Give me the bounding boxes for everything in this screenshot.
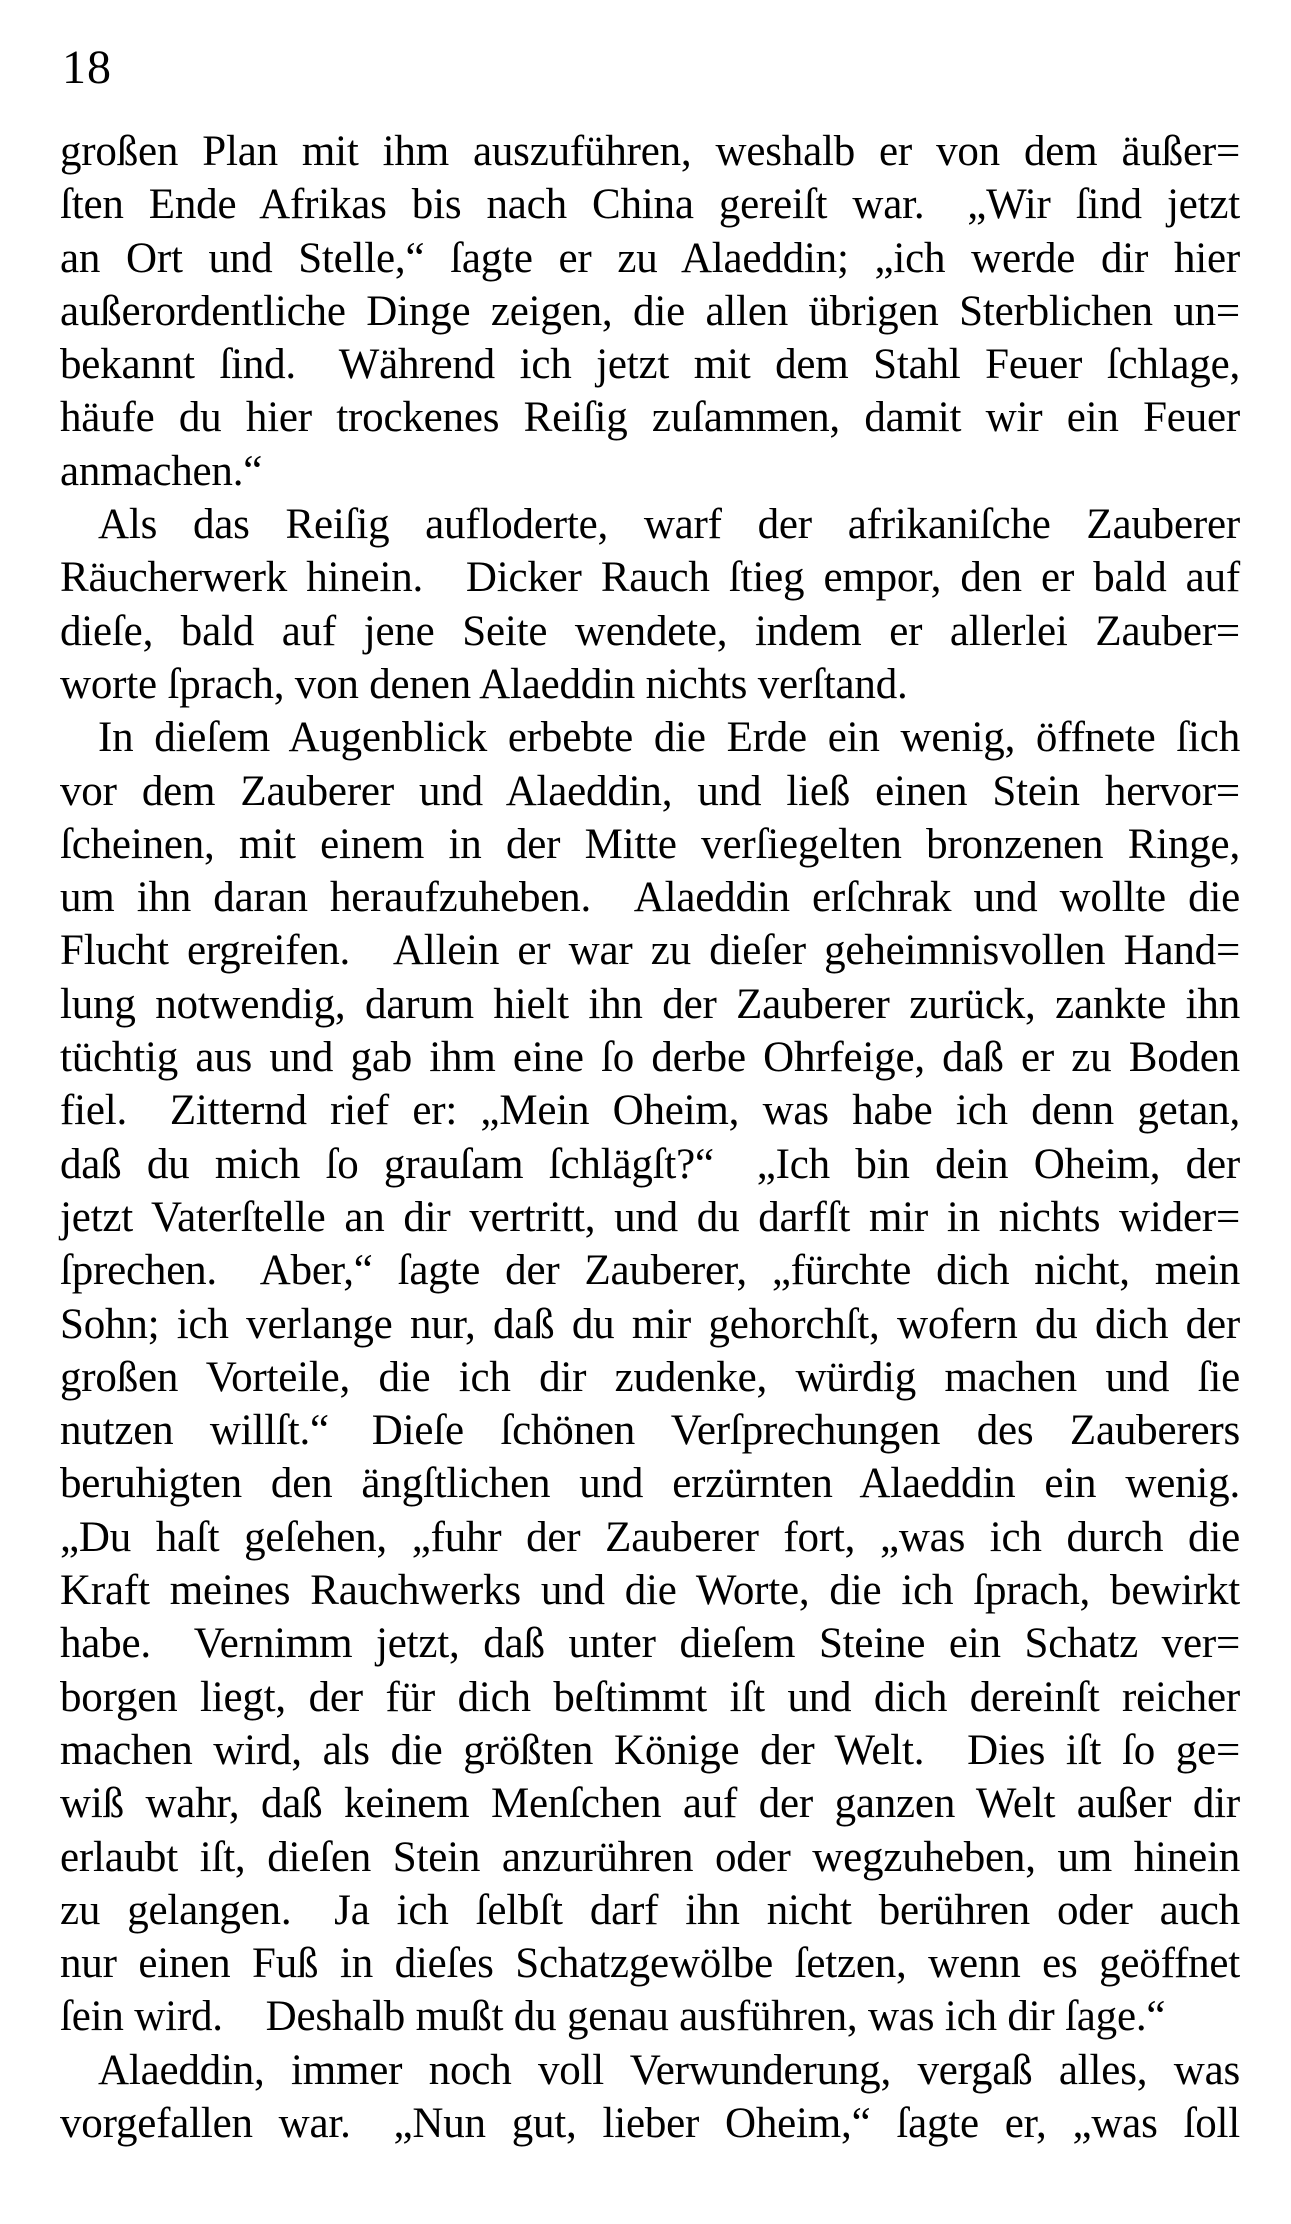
text-line: In dieſem Augenblick erbebte die Erde ein wenig, öffnete ſich [98, 714, 1240, 762]
text-line: jetzt Vaterſtelle an dir vertritt, und du darfſt mir in nichts wider= [60, 1193, 1240, 1241]
text-line: ſein wird. Deshalb mußt du genau ausführen, was ich dir ſage.“ [60, 1993, 1166, 2041]
text-line: außerordentliche Dinge zeigen, die allen übrigen Sterblichen un= [60, 287, 1240, 335]
text-line: vor dem Zauberer und Alaeddin, und ließ einen Stein hervor= [60, 767, 1240, 815]
text-line: Räucherwerk hinein. Dicker Rauch ſtieg empor, den er bald auf [60, 554, 1240, 602]
text-line: beruhigten den ängſtlichen und erzürnten Alaeddin ein wenig. [60, 1460, 1240, 1508]
text-line: bekannt ſind. Während ich jetzt mit dem Stahl Feuer ſchlage, [60, 341, 1240, 389]
text-line: wiß wahr, daß keinem Menſchen auf der ganzen Welt außer dir [60, 1780, 1240, 1828]
text-line: Kraft meines Rauchwerks und die Worte, die ich ſprach, bewirkt [60, 1567, 1240, 1615]
page-number: 18 [62, 41, 112, 94]
text-line: vorgefallen war. „Nun gut, lieber Oheim,“ ſagte er, „was ſoll [60, 2099, 1240, 2147]
text-line: Sohn; ich verlange nur, daß du mir gehorchſt, wofern du dich der [60, 1300, 1240, 1348]
text-line: machen wird, als die größten Könige der Welt. Dies iſt ſo ge= [60, 1726, 1240, 1774]
text-line: großen Vorteile, die ich dir zudenke, würdig machen und ſie [60, 1353, 1240, 1401]
text-block [60, 125, 1240, 2150]
text-line: ſten Ende Afrikas bis nach China gereiſt war. „Wir ſind jetzt [60, 181, 1240, 229]
text-line: ſprechen. Aber,“ ſagte der Zauberer, „fürchte dich nicht, mein [60, 1247, 1240, 1295]
text-line: nur einen Fuß in dieſes Schatzgewölbe ſetzen, wenn es geöffnet [60, 1940, 1240, 1988]
text-line: anmachen.“ [60, 447, 263, 495]
text-line: häufe du hier trockenes Reiſig zuſammen, damit wir ein Feuer [60, 394, 1240, 442]
text-line: Flucht ergreifen. Allein er war zu dieſer geheimnisvollen Hand= [60, 927, 1240, 975]
text-line: „Du haſt geſehen, „fuhr der Zauberer fort, „was ich durch die [60, 1513, 1240, 1561]
text-line: fiel. Zitternd rief er: „Mein Oheim, was habe ich denn getan, [60, 1087, 1240, 1135]
text-line: um ihn daran heraufzuheben. Alaeddin erſchrak und wollte die [60, 874, 1240, 922]
text-line: borgen liegt, der für dich beſtimmt iſt und dich dereinſt reicher [60, 1673, 1240, 1721]
text-line: ſcheinen, mit einem in der Mitte verſiegelten bronzenen Ringe, [60, 820, 1240, 868]
text-line: an Ort und Stelle,“ ſagte er zu Alaeddin; „ich werde dir hier [60, 234, 1240, 282]
text-line: Alaeddin, immer noch voll Verwunderung, vergaß alles, was [98, 2046, 1240, 2094]
text-line: großen Plan mit ihm auszuführen, weshalb er von dem äußer= [60, 128, 1240, 175]
text-line: zu gelangen. Ja ich ſelbſt darf ihn nicht berühren oder auch [60, 1886, 1240, 1934]
text-line: dieſe, bald auf jene Seite wendete, indem er allerlei Zauber= [60, 607, 1240, 655]
text-line: lung notwendig, darum hielt ihn der Zauberer zurück, zankte ihn [60, 980, 1240, 1028]
text-line: habe. Vernimm jetzt, daß unter dieſem Steine ein Schatz ver= [60, 1620, 1240, 1668]
text-line: tüchtig aus und gab ihm eine ſo derbe Ohrfeige, daß er zu Boden [60, 1034, 1240, 1082]
text-line: Als das Reiſig aufloderte, warf der afrikaniſche Zauberer [98, 501, 1240, 549]
text-line: nutzen willſt.“ Dieſe ſchönen Verſprechungen des Zauberers [60, 1407, 1240, 1455]
text-line: daß du mich ſo grauſam ſchlägſt?“ „Ich bin dein Oheim, der [60, 1140, 1240, 1188]
text-line: worte ſprach, von denen Alaeddin nichts verſtand. [60, 660, 908, 708]
text-line: erlaubt iſt, dieſen Stein anzurühren oder wegzuheben, um hinein [60, 1833, 1240, 1881]
